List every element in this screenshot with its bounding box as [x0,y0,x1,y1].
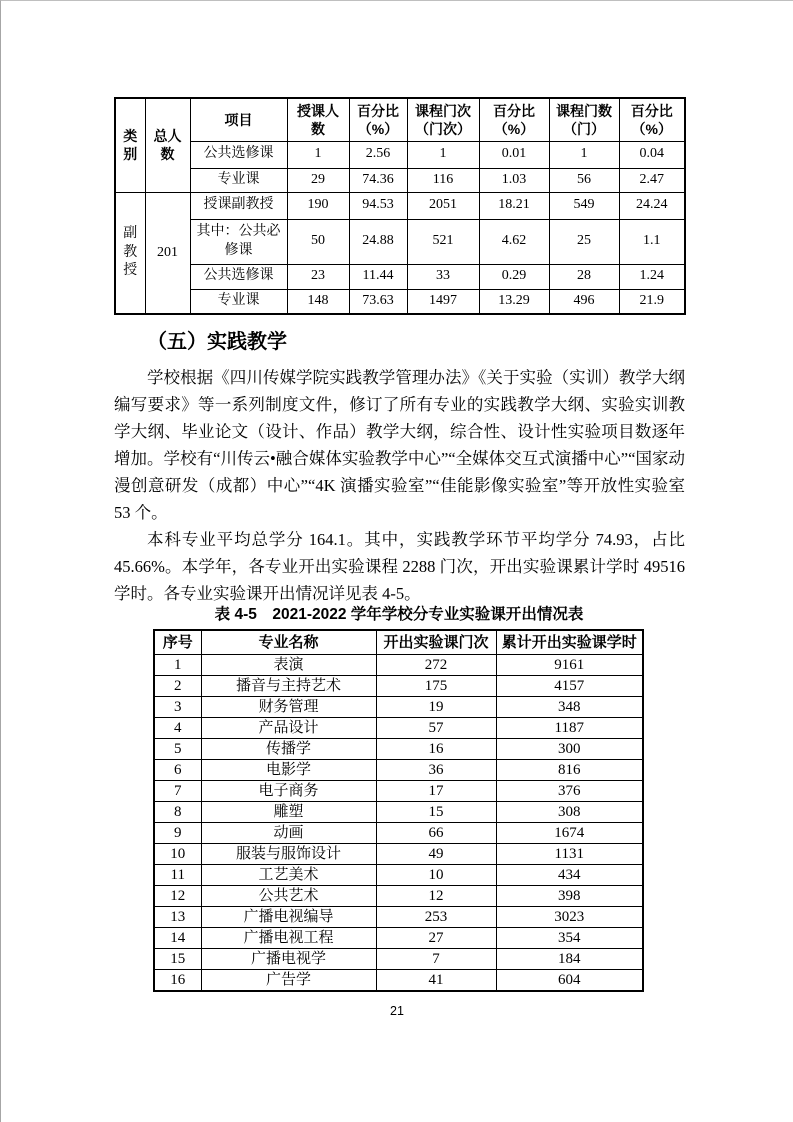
table-cell: 4 [154,718,201,739]
table-cell: 24.88 [349,219,407,264]
table-cell: 36 [376,760,496,781]
header-major-name: 专业名称 [201,630,376,655]
table-cell: 57 [376,718,496,739]
table-cell: 94.53 [349,192,407,219]
table-cell: 23 [287,264,349,289]
table-cell: 10 [154,844,201,865]
table-cell: 9 [154,823,201,844]
table-cell: 8 [154,802,201,823]
table-cell: 19 [376,697,496,718]
header-percent-1: 百分比（%） [349,98,407,141]
table-cell: 816 [496,760,643,781]
table-cell: 175 [376,676,496,697]
table-cell: 521 [407,219,479,264]
table-cell: 308 [496,802,643,823]
header-item: 项目 [190,98,287,141]
table-row [154,718,643,739]
table-4-5-caption: 表 4-5 2021-2022 学年学校分专业实验课开出情况表 [214,606,584,623]
table-cell: 1497 [407,289,479,314]
section-heading: （五）实践教学 [147,331,287,353]
table-header-row [115,98,685,141]
header-index: 序号 [154,630,201,655]
header-lab-course-times: 开出实验课门次 [376,630,496,655]
table-cell: 电子商务 [201,781,376,802]
page-number: 21 [390,1004,404,1018]
table-cell: 2.47 [619,168,685,192]
table-cell: 16 [376,739,496,760]
table-row [154,802,643,823]
table-cell: 16 [154,970,201,992]
faculty-teaching-stats-table [114,97,686,315]
table-cell: 17 [376,781,496,802]
table-cell: 广告学 [201,970,376,992]
table-cell: 272 [376,655,496,676]
table-cell: 348 [496,697,643,718]
table-cell: 2051 [407,192,479,219]
table-cell: 24.24 [619,192,685,219]
table-row [154,844,643,865]
table-cell: 73.63 [349,289,407,314]
table-cell: 12 [154,886,201,907]
table-cell: 表演 [201,655,376,676]
table-row [154,697,643,718]
table-cell: 376 [496,781,643,802]
table-cell: 13.29 [479,289,549,314]
table-cell: 18.21 [479,192,549,219]
lab-course-table-body [154,655,643,992]
table-cell: 549 [549,192,619,219]
table-cell: 14 [154,928,201,949]
table-cell: 1.03 [479,168,549,192]
table-cell: 300 [496,739,643,760]
table-cell: 21.9 [619,289,685,314]
table-cell: 广播电视学 [201,949,376,970]
table-cell: 12 [376,886,496,907]
table-cell: 148 [287,289,349,314]
table-cell: 190 [287,192,349,219]
table-cell: 25 [549,219,619,264]
header-lab-course-hours: 累计开出实验课学时 [496,630,643,655]
header-course-times: 课程门次（门次） [407,98,479,141]
table-cell: 5 [154,739,201,760]
header-percent-3: 百分比（%） [619,98,685,141]
table-cell: 专业课 [190,289,287,314]
table-cell: 10 [376,865,496,886]
table-cell: 传播学 [201,739,376,760]
table-row [154,865,643,886]
table-cell: 0.01 [479,141,549,168]
table-cell: 公共选修课 [190,141,287,168]
table-cell: 29 [287,168,349,192]
table-cell: 广播电视工程 [201,928,376,949]
lab-course-table [153,629,644,992]
table-cell: 1 [154,655,201,676]
table-row [115,168,685,192]
table-cell: 604 [496,970,643,992]
table-row [154,760,643,781]
table-cell: 其中：公共必修课 [190,219,287,264]
table-cell: 7 [154,781,201,802]
table-cell: 13 [154,907,201,928]
table-cell: 3023 [496,907,643,928]
header-teacher-count: 授课人数 [287,98,349,141]
header-category: 类别 [115,98,145,192]
table-cell: 56 [549,168,619,192]
table-cell: 27 [376,928,496,949]
table-cell: 3 [154,697,201,718]
table-cell: 11 [154,865,201,886]
table-row [154,928,643,949]
table-cell: 74.36 [349,168,407,192]
table-cell: 1 [549,141,619,168]
table-row [154,949,643,970]
table-cell: 服装与服饰设计 [201,844,376,865]
table-row [115,141,685,168]
table-cell: 33 [407,264,479,289]
table-cell: 4157 [496,676,643,697]
table-cell: 50 [287,219,349,264]
table-row [154,970,643,992]
table-cell: 15 [376,802,496,823]
table-cell: 公共艺术 [201,886,376,907]
table-cell: 253 [376,907,496,928]
table-cell: 11.44 [349,264,407,289]
table-row [154,781,643,802]
table-row [154,655,643,676]
table-cell: 2 [154,676,201,697]
table-cell: 广播电视编导 [201,907,376,928]
total-count-value: 201 [145,192,190,314]
table-row [115,289,685,314]
table-cell: 434 [496,865,643,886]
table-cell: 66 [376,823,496,844]
table-row [154,739,643,760]
table-cell: 4.62 [479,219,549,264]
header-percent-2: 百分比（%） [479,98,549,141]
header-total-count: 总人数 [145,98,190,192]
paragraph-practice-teaching: 学校根据《四川传媒学院实践教学管理办法》《关于实验（实训）教学大纲编写要求》等一系列制度文件，修订了所有专业的实践教学大纲、实验实训教学大纲、毕业论文（设计、作品）教学大纲，综合性、设计性实验项目数逐年增加。学校有“川传云•融合媒体实验教学中心”“全媒体交互式演播中心”“国家动漫创意研发（成都）中心”“4K 演播实验室”“佳能影像实验室”等开放性实验室 53 个。 [114,368,685,522]
table-header-row [154,630,643,655]
table-cell: 184 [496,949,643,970]
table-cell: 7 [376,949,496,970]
table-cell: 授课副教授 [190,192,287,219]
table-cell: 1674 [496,823,643,844]
paragraph-credits-stats: 本科专业平均总学分 164.1。其中，实践教学环节平均学分 74.93，占比 45.66%。本学年，各专业开出实验课程 2288 门次，开出实验课累计学时 49516 学时。各专业实验课开出情况详见表 4-5。 [114,530,685,603]
table-cell: 0.04 [619,141,685,168]
table-cell: 41 [376,970,496,992]
table-cell: 9161 [496,655,643,676]
table-cell: 49 [376,844,496,865]
table-cell: 354 [496,928,643,949]
category-associate-professor: 副教授 [115,192,145,314]
table-row [115,192,685,219]
table-cell: 1 [407,141,479,168]
table-cell: 雕塑 [201,802,376,823]
table-cell: 2.56 [349,141,407,168]
table-row [115,264,685,289]
table-cell: 116 [407,168,479,192]
table-row [154,676,643,697]
table-cell: 1.24 [619,264,685,289]
table-cell: 电影学 [201,760,376,781]
table-cell: 工艺美术 [201,865,376,886]
table-cell: 专业课 [190,168,287,192]
table-cell: 398 [496,886,643,907]
table-cell: 财务管理 [201,697,376,718]
table-cell: 1.1 [619,219,685,264]
table-row [154,907,643,928]
table-cell: 6 [154,760,201,781]
table-cell: 28 [549,264,619,289]
header-course-count: 课程门数（门） [549,98,619,141]
table-cell: 动画 [201,823,376,844]
table-cell: 496 [549,289,619,314]
table-cell: 1 [287,141,349,168]
table-cell: 1187 [496,718,643,739]
table-cell: 1131 [496,844,643,865]
table-cell: 0.29 [479,264,549,289]
table-cell: 播音与主持艺术 [201,676,376,697]
table-row [154,823,643,844]
table-cell: 公共选修课 [190,264,287,289]
table-cell: 产品设计 [201,718,376,739]
table-row [115,219,685,264]
table-cell: 15 [154,949,201,970]
table-row [154,886,643,907]
